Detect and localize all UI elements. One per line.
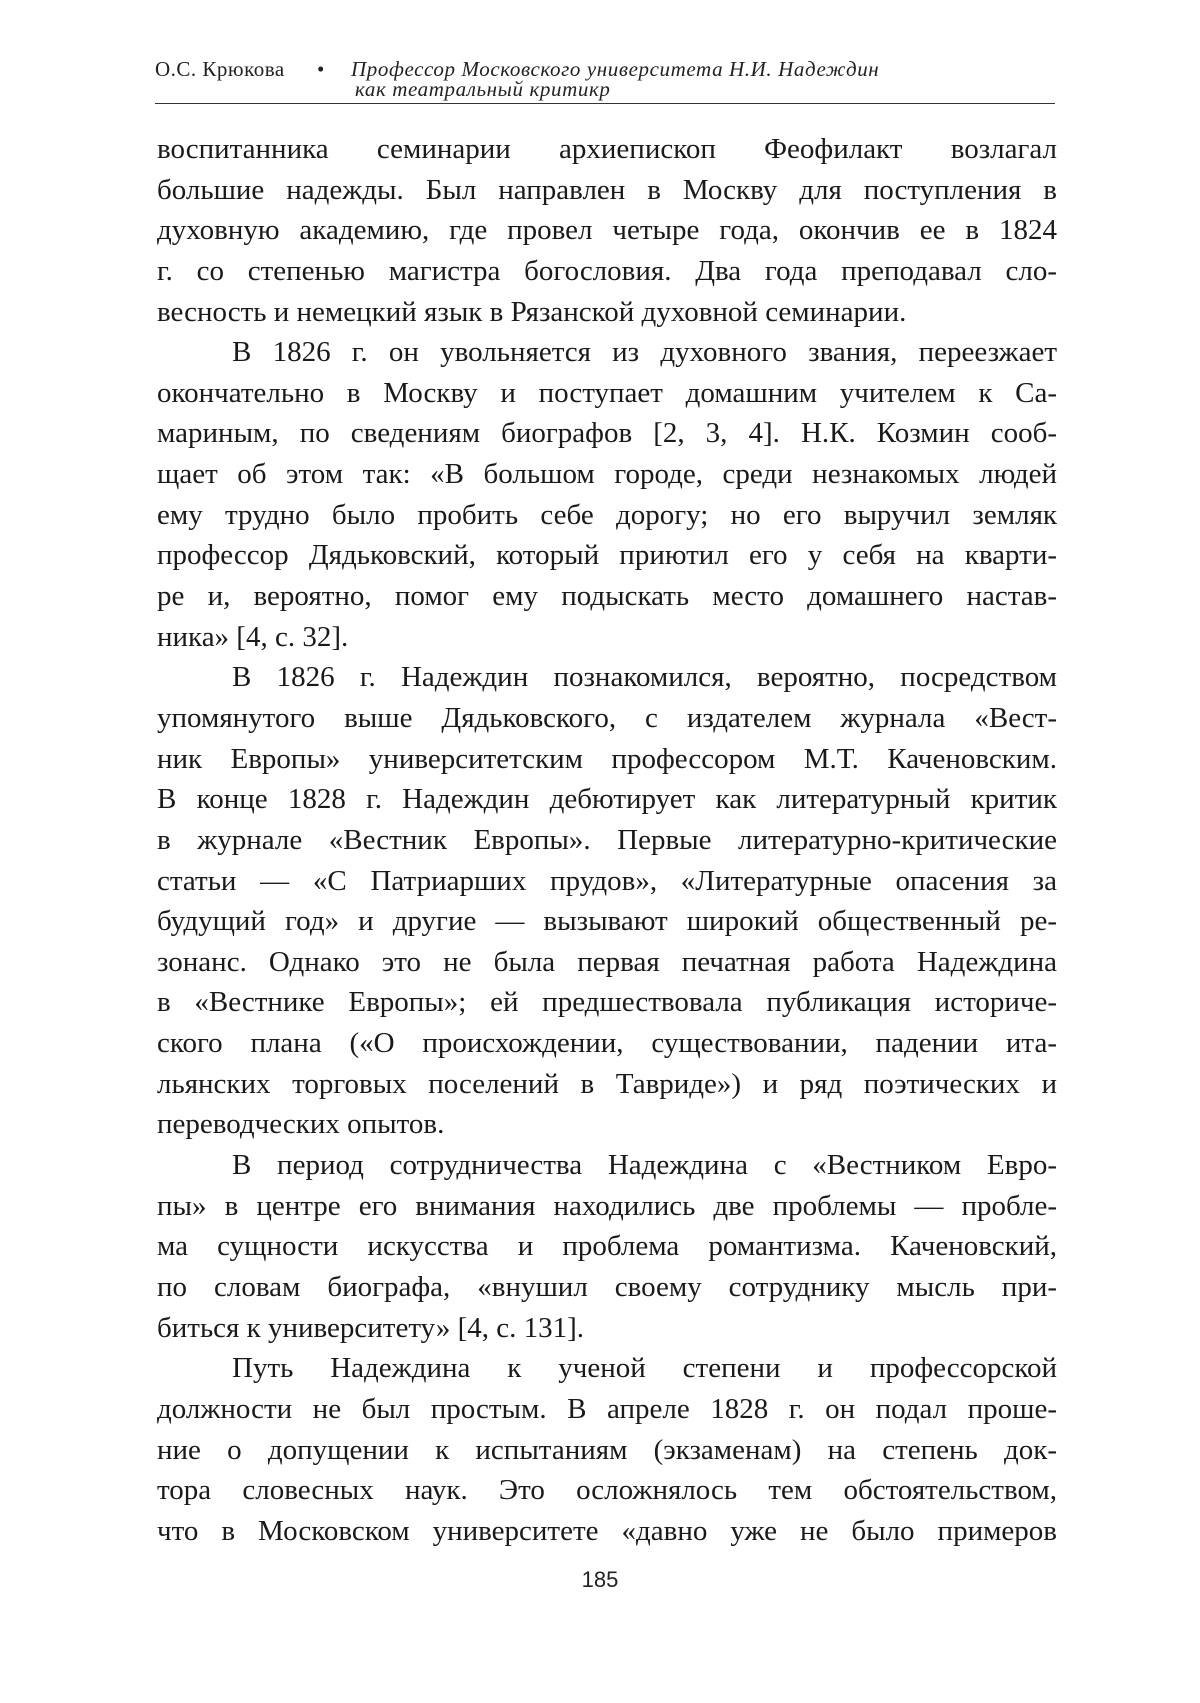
- text-line: щает об этом так: «В большом городе, среди незнакомых людей: [157, 454, 1057, 495]
- paragraph: [157, 1145, 1057, 1348]
- text-line: окончательно в Москву и поступает домашним учителем к Са-: [157, 373, 1057, 414]
- text-line: В конце 1828 г. Надеждин дебютирует как литературный критик: [157, 779, 1057, 820]
- text-line: ему трудно было пробить себе дорогу; но его выручил земляк: [157, 495, 1057, 536]
- paragraph: [157, 332, 1057, 657]
- text-line: пы» в центре его внимания находились две проблемы — пробле-: [157, 1186, 1057, 1227]
- header-bullet: •: [317, 58, 324, 80]
- text-line: переводческих опытов.: [157, 1104, 1057, 1145]
- text-line: в «Вестнике Европы»; ей предшествовала публикация историче-: [157, 982, 1057, 1023]
- text-line: духовную академию, где провел четыре года, окончив ее в 1824: [157, 210, 1057, 251]
- text-line: будущий год» и другие — вызывают широкий общественный ре-: [157, 901, 1057, 942]
- paragraph: [157, 129, 1057, 332]
- text-line: ние о допущении к испытаниям (экзаменам) на степень док-: [157, 1430, 1057, 1471]
- body-text: [157, 129, 1057, 1551]
- paragraph: [157, 1348, 1057, 1551]
- header-rule: [155, 103, 1055, 104]
- text-line: большие надежды. Был направлен в Москву для поступления в: [157, 170, 1057, 211]
- text-line: ма сущности искусства и проблема романтизма. Каченовский,: [157, 1226, 1057, 1267]
- text-line: весность и немецкий язык в Рязанской духовной семинарии.: [157, 292, 1057, 333]
- text-line: в журнале «Вестник Европы». Первые литературно-критические: [157, 820, 1057, 861]
- text-line: по словам биографа, «внушил своему сотруднику мысль при-: [157, 1267, 1057, 1308]
- text-line: Путь Надеждина к ученой степени и профессорской: [157, 1348, 1057, 1389]
- text-line: ского плана («О происхождении, существовании, падении ита-: [157, 1023, 1057, 1064]
- text-line: ник Европы» университетским профессором М.Т. Каченовским.: [157, 739, 1057, 780]
- text-line: упомянутого выше Дядьковского, с издателем журнала «Вест-: [157, 698, 1057, 739]
- text-line: воспитанника семинарии архиепископ Феофилакт возлагал: [157, 129, 1057, 170]
- text-line: В период сотрудничества Надеждина с «Вестником Евро-: [157, 1145, 1057, 1186]
- text-line: что в Московском университете «давно уже не было примеров: [157, 1511, 1057, 1552]
- page-number: 185: [0, 1567, 1200, 1593]
- paragraph: [157, 657, 1057, 1145]
- text-line: льянских торговых поселений в Тавриде») и ряд поэтических и: [157, 1064, 1057, 1105]
- text-line: профессор Дядьковский, который приютил его у себя на кварти-: [157, 535, 1057, 576]
- text-line: В 1826 г. Надеждин познакомился, вероятно, посредством: [157, 657, 1057, 698]
- text-line: тора словесных наук. Это осложнялось тем обстоятельством,: [157, 1470, 1057, 1511]
- text-line: г. со степенью магистра богословия. Два года преподавал сло-: [157, 251, 1057, 292]
- header-author: О.С. Крюкова: [155, 58, 285, 80]
- text-line: статьи — «С Патриарших прудов», «Литературные опасения за: [157, 861, 1057, 902]
- header-title-line2: как театральный критикр: [355, 78, 610, 100]
- text-line: биться к университету» [4, с. 131].: [157, 1308, 1057, 1349]
- text-line: зонанс. Однако это не была первая печатная работа Надеждина: [157, 942, 1057, 983]
- text-line: В 1826 г. он увольняется из духовного звания, переезжает: [157, 332, 1057, 373]
- text-line: мариным, по сведениям биографов [2, 3, 4]. Н.К. Козмин сооб-: [157, 413, 1057, 454]
- text-line: должности не был простым. В апреле 1828 г. он подал проше-: [157, 1389, 1057, 1430]
- text-line: ника» [4, с. 32].: [157, 617, 1057, 658]
- text-line: ре и, вероятно, помог ему подыскать место домашнего настав-: [157, 576, 1057, 617]
- header-title-line1: Профессор Московского университета Н.И. Надеждин: [351, 58, 879, 80]
